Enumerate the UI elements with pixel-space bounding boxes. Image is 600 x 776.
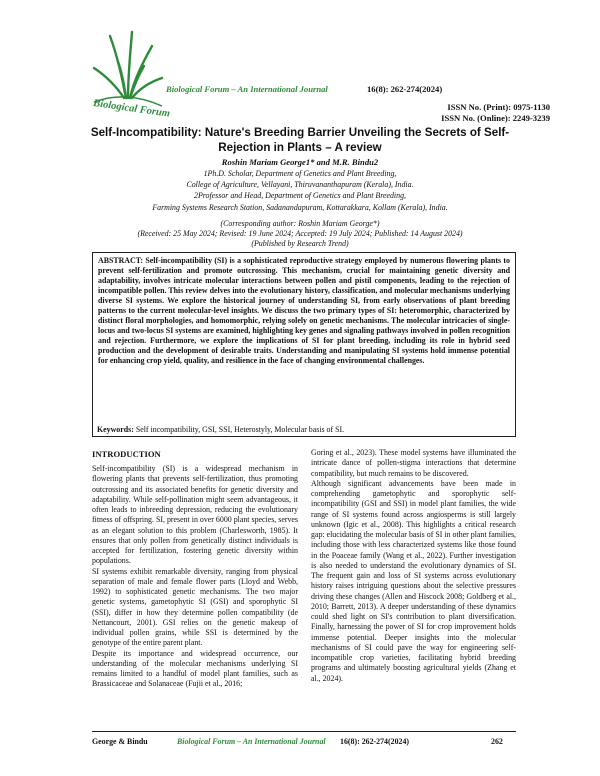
author-list: Roshin Mariam George1* and M.R. Bindu2 xyxy=(221,157,379,167)
header-journal: Biological Forum – An International Journal xyxy=(166,84,328,94)
paragraph: SI systems exhibit remarkable diversity, ranging from physical separation of male and female flower parts (Lloyd and Webb, 1992) to sophisticated genetic mechanisms. The two major genetic systems, gametophytic SI (GSI) and sporophytic SI (SSI), differ in how they determine pollen compatibility (de Nettancourt, 2001). GSI relies on the genetic makeup of individual pollen grains, while SSI is determined by the genotype of the entire parent plant. xyxy=(92,566,298,648)
paragraph: Despite its importance and widespread occurrence, our understanding of the molecular mechanisms underlying SI remains limited to a handful of model plant families, such as Brassicaceae and Solanaceae (Fujii et al., 2016; xyxy=(92,648,298,689)
introduction-heading: INTRODUCTION xyxy=(92,449,161,459)
journal-logo xyxy=(88,28,171,120)
issn-online: ISSN No. (Online): 2249-3239 xyxy=(441,113,550,123)
right-column xyxy=(311,448,516,684)
abstract-box xyxy=(92,252,516,437)
correspondence: (Corresponding author: Roshin Mariam George*) xyxy=(220,219,380,228)
article-dates: (Received: 25 May 2024; Revised: 19 June 2024; Accepted: 19 July 2024; Published: 14 August 2024) xyxy=(137,229,463,238)
keywords-label: Keywords: xyxy=(97,425,134,434)
paragraph: Self-incompatibility (SI) is a widespread mechanism in flowering plants that prevents self-fertilization, thus promoting outcrossing and its associated benefits for genetic diversity and adaptability. While self-pollination might seem advantageous, it often leads to inbreeding depression, reducing the evolutionary fitness of offspring. SI, present in over 6000 plant species, serves as an elegant solution to this problem (Charlesworth, 1985). It ensures that only pollen from genetically distinct individuals is accepted for fertilization, fostering genetic diversity within populations. xyxy=(92,464,298,566)
abstract-text: ABSTRACT: Self-incompatibility (SI) is a sophisticated reproductive strategy employed by numerous flowering plants to prevent self-fertilization and promote outcrossing. This mechanism, crucial for maintaining genetic diversity and adaptability, involves intricate molecular interactions between pollen and pistil components, leading to the rejection of incompatible pollen. This review delves into the evolutionary history, classification, and molecular mechanisms underlying diverse SI systems. We explore the historical journey of understanding SI, from early observations of plant breeding patterns to the current molecular-level insights. We discuss the two primary types of SI: heteromorphic, characterized by distinct floral morphologies, and homomorphic, relying solely on genetic mechanisms. The molecular intricacies of single-locus and two-locus SI systems are examined, highlighting key genes and signaling pathways involved in pollen recognition and rejection. Furthermore, we explore the implications of SI for plant breeding, including its role in hybrid seed production and the development of desirable traits. Understanding and manipulating SI systems hold immense potential for enhancing crop yield, quality, and resilience in the face of changing environmental challenges. xyxy=(98,256,510,366)
logo-text: Biological Forum xyxy=(92,98,171,120)
footer-issue: 16(8): 262-274(2024) xyxy=(340,737,410,746)
page-number: 262 xyxy=(491,737,503,746)
publisher-note: (Published by Research Trend) xyxy=(251,239,349,248)
paragraph: Although significant advancements have been made in comprehending gametophytic and sporophytic self-incompatibility (GSI and SSI) in model plant families, the wide range of SI systems found across angiosperms is still largely unknown (Igic et al., 2008). This highlights a critical research gap: elucidating the molecular basis of SI in other plant families, including those with less characterized systems like those found in the Poaceae family (Wang et al., 2022). Further investigation is also needed to understand the evolutionary dynamics of SI. The frequent gain and loss of SI systems across evolutionary history raises intriguing questions about the selective pressures driving these changes (Allen and Hiscock 2008; Goldberg et al., 2010; Barrett, 2013). A deeper understanding of these dynamics could shed light on SI's contribution to plant diversification. Finally, harnessing the power of SI for crop improvement holds immense potential. Deeper insights into the molecular mechanisms of SI could pave the way for engineering self-incompatible crop varieties, facilitating hybrid breeding programs and ultimately boosting agricultural yields (Zhang et al., 2024). xyxy=(311,478,516,683)
footer-authors: George & Bindu xyxy=(92,737,148,746)
affiliation-2b: Farming Systems Research Station, Sadanandapuram, Kottarakkara, Kollam (Kerala), India. xyxy=(152,203,448,212)
left-column xyxy=(92,464,298,690)
affiliation-2a: 2Professor and Head, Department of Genetics and Plant Breeding, xyxy=(194,191,406,200)
header-issue: 16(8): 262-274(2024) xyxy=(367,84,443,94)
footer-journal: Biological Forum – An International Journal xyxy=(177,737,326,746)
affiliation-1a: 1Ph.D. Scholar, Department of Genetics and Plant Breeding, xyxy=(203,169,397,178)
affiliation-1b: College of Agriculture, Vellayani, Thiruvananthapuram (Kerala), India. xyxy=(186,180,414,189)
keywords-line xyxy=(97,425,507,434)
paragraph: Goring et al., 2023). These model systems have illuminated the intricate dance of pollen-stigma interactions that determine compatibility, but much remains to be discovered. xyxy=(311,448,516,478)
issn-print: ISSN No. (Print): 0975-1130 xyxy=(447,102,550,112)
keywords-text: Self incompatibility, GSI, SSI, Heterostyly, Molecular basis of SI. xyxy=(135,425,345,434)
paper-title: Self-Incompatibility: Nature's Breeding Barrier Unveiling the Secrets of Self-Rejection in Plants – A review xyxy=(90,126,510,154)
footer-rule xyxy=(92,731,516,732)
